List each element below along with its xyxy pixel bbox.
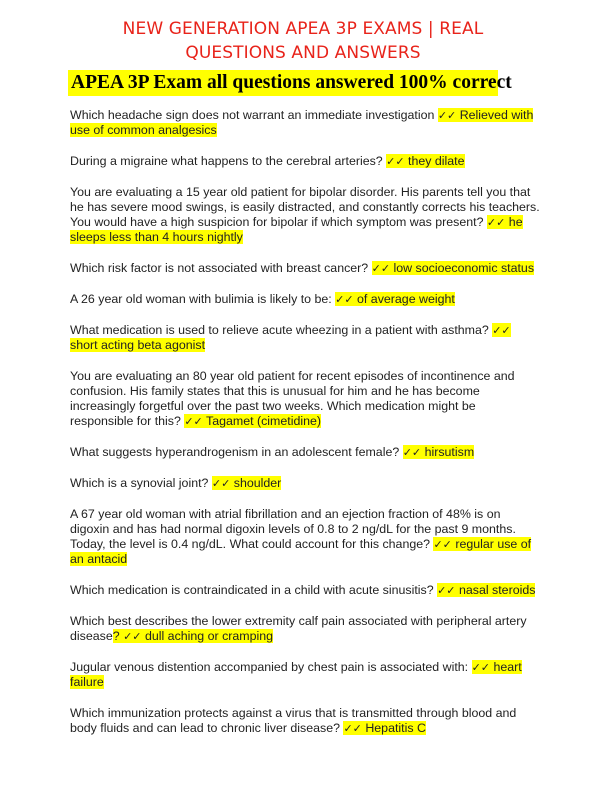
qa-item [70,292,540,307]
qa-item [70,369,540,429]
answer-text: hirsutism [421,445,475,459]
check-mark-icon: ✓✓ [184,415,203,428]
qa-item [70,706,540,736]
header-line-2: QUESTIONS AND ANSWERS [185,43,421,63]
answer-highlight [212,476,281,490]
qa-list [70,108,540,736]
qa-item [70,476,540,491]
check-mark-icon: ✓✓ [433,538,452,551]
qa-item [70,507,540,567]
check-mark-icon: ✓✓ [371,262,391,275]
answer-text: he sleeps less than 4 hours nightly [70,215,523,244]
check-mark-icon: ✓✓ [492,324,511,337]
check-mark-icon: ✓✓ [343,722,362,735]
answer-highlight [343,721,425,735]
answer-text: short acting beta agonist [70,338,206,352]
question-text: A 26 year old woman with bulimia is likely to be: [70,292,336,306]
question-text: You are evaluating an 80 year old patient for recent episodes of incontinence and confusion. His family states that this is unusual for him and he has become increasingly forgetful over the past two weeks. Which medication might be responsible for this? [70,369,515,428]
question-tail: ? [112,629,124,643]
qa-item [70,323,540,353]
question-text: Which medication is contraindicated in a child with acute sinusitis? [70,583,438,597]
answer-text: Hepatitis C [361,721,426,735]
question-text: During a migraine what happens to the cerebral arteries? [70,154,387,168]
qa-item [70,108,540,138]
check-mark-icon: ✓✓ [486,216,506,229]
question-text: Which risk factor is not associated with breast cancer? [70,261,372,275]
answer-highlight [184,414,321,428]
answer-text: Tagamet (cimetidine) [202,414,321,428]
document-subtitle: APEA 3P Exam all questions answered 100% correct [71,72,512,93]
answer-highlight [403,445,474,459]
answer-text: dull aching or cramping [141,629,274,643]
check-mark-icon: ✓✓ [471,661,490,674]
question-text: Which is a synovial joint? [70,476,212,490]
check-mark-icon: ✓✓ [437,584,456,597]
document-header [60,17,546,65]
answer-text: heart failure [70,660,522,689]
answer-text: they dilate [404,154,465,168]
answer-text: regular use of an antacid [70,537,532,566]
answer-text: Relieved with use of common analgesics [70,108,534,137]
qa-item [70,583,540,598]
check-mark-icon: ✓✓ [437,109,457,122]
qa-item [70,185,540,245]
check-mark-icon: ✓✓ [335,293,354,306]
question-text: Which headache sign does not warrant an immediate investigation [70,108,438,122]
question-text: Which immunization protects against a virus that is transmitted through blood and body fluids and can lead to chronic liver disease? [70,706,517,735]
answer-text: nasal steroids [455,583,536,597]
qa-item [70,154,540,169]
qa-item [70,261,540,276]
qa-item [70,445,540,460]
answer-highlight [386,154,464,168]
question-text: You are evaluating a 15 year old patient for bipolar disorder. His parents tell you that he has severe mood swings, is easily distracted, and constantly corrects his teachers. You would have a high suspicion for bipolar if which symptom was present? [70,185,540,229]
question-text: Which best describes the lower extremity calf pain associated with peripheral artery disease [70,614,527,643]
check-mark-icon: ✓✓ [402,446,422,459]
answer-text: low socioeconomic status [390,261,535,275]
answer-highlight [113,629,273,643]
qa-item [70,660,540,690]
check-mark-icon: ✓✓ [211,477,231,490]
check-mark-icon: ✓✓ [386,155,405,168]
answer-highlight [372,261,534,275]
question-text: A 67 year old woman with atrial fibrillation and an ejection fraction of 48% is on digoxin and has had normal digoxin levels of 0.8 to 2 ng/dL for the past 9 months. Today, the level is 0.4 ng/dL. What could account for this change? [70,507,516,551]
question-text: Jugular venous distention accompanied by chest pain is associated with: [70,660,472,674]
qa-item [70,614,540,644]
document-subtitle-highlight [68,70,512,96]
answer-text: of average weight [353,292,455,306]
question-text: What medication is used to relieve acute wheezing in a patient with asthma? [70,323,493,337]
check-mark-icon: ✓✓ [123,630,142,643]
answer-highlight [335,292,455,306]
answer-text: shoulder [230,476,282,490]
header-line-1: NEW GENERATION APEA 3P EXAMS | REAL [122,19,484,39]
answer-highlight [437,583,535,597]
question-text: What suggests hyperandrogenism in an adolescent female? [70,445,403,459]
